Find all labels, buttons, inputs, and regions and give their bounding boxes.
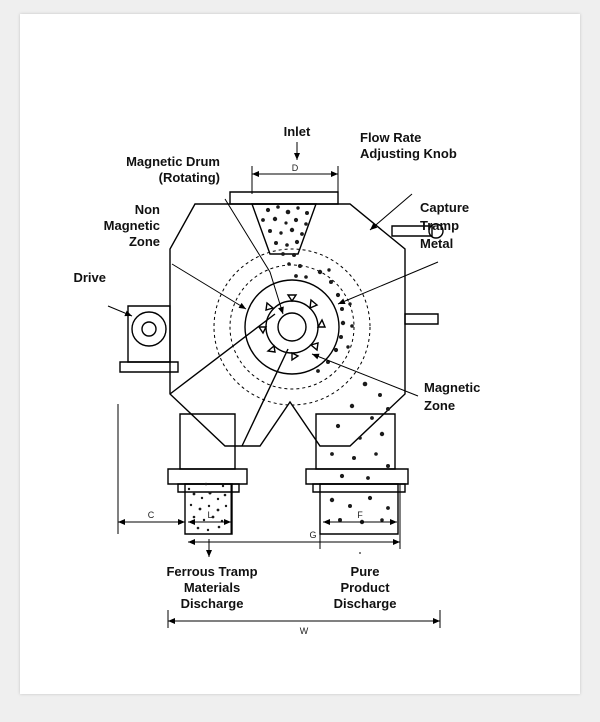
label-non-magnetic-zone-1: Non	[134, 202, 160, 217]
left-chute-flange	[178, 484, 239, 492]
right-chute-flange	[313, 484, 405, 492]
dim-label-W: W	[299, 626, 309, 636]
dim-label-C: C	[147, 510, 155, 520]
image-card	[20, 14, 580, 694]
leader-lines	[108, 142, 438, 396]
text-labels	[73, 124, 480, 611]
mid-field-circle	[230, 265, 354, 389]
label-capture-2: Tramp	[420, 218, 460, 233]
machine-body-group	[120, 192, 443, 534]
label-pure-3: Discharge	[333, 596, 397, 611]
label-magnetic-zone-2: Zone	[424, 398, 456, 413]
label-magnetic-drum-sub: (Rotating)	[158, 170, 220, 185]
label-inlet: Inlet	[283, 124, 311, 139]
label-pure-1: Pure	[350, 564, 380, 579]
inlet-flange	[230, 192, 338, 204]
dim-label-G: G	[309, 530, 317, 540]
label-non-magnetic-zone-2: Magnetic	[103, 218, 160, 233]
outer-field-circle	[214, 249, 370, 405]
label-magnetic-zone-1: Magnetic	[424, 380, 481, 395]
left-leg	[180, 414, 235, 469]
drive-pulley	[132, 312, 166, 346]
label-ferrous-2: Materials	[183, 580, 241, 595]
drive-housing	[128, 306, 170, 362]
dim-label-F: F	[357, 510, 363, 520]
drive-shaft	[142, 322, 156, 336]
diagram-svg	[20, 14, 580, 694]
drum-gear-teeth	[259, 295, 325, 360]
diagram-figure	[20, 14, 580, 694]
dim-label-D: D	[291, 163, 299, 173]
label-pure-2: Product	[340, 580, 390, 595]
right-base-plate	[306, 469, 408, 484]
drum-shaft	[278, 313, 306, 341]
label-magnetic-drum: Magnetic Drum	[126, 154, 220, 169]
label-capture-1: Capture	[420, 200, 470, 215]
dim-label-L: L	[207, 510, 213, 520]
label-flow-rate-1: Flow Rate	[360, 130, 422, 145]
magnetic-arc-shading	[292, 280, 339, 374]
internal-divider	[242, 349, 288, 446]
label-ferrous-3: Discharge	[180, 596, 244, 611]
left-base-plate	[168, 469, 247, 484]
label-capture-3: Metal	[420, 236, 454, 251]
internal-baffle	[170, 314, 275, 394]
label-non-magnetic-zone-3: Zone	[128, 234, 160, 249]
label-ferrous-1: Ferrous Tramp	[166, 564, 258, 579]
label-drive: Drive	[73, 270, 106, 285]
label-flow-rate-2: Adjusting Knob	[360, 146, 457, 161]
right-shaft	[405, 314, 438, 324]
